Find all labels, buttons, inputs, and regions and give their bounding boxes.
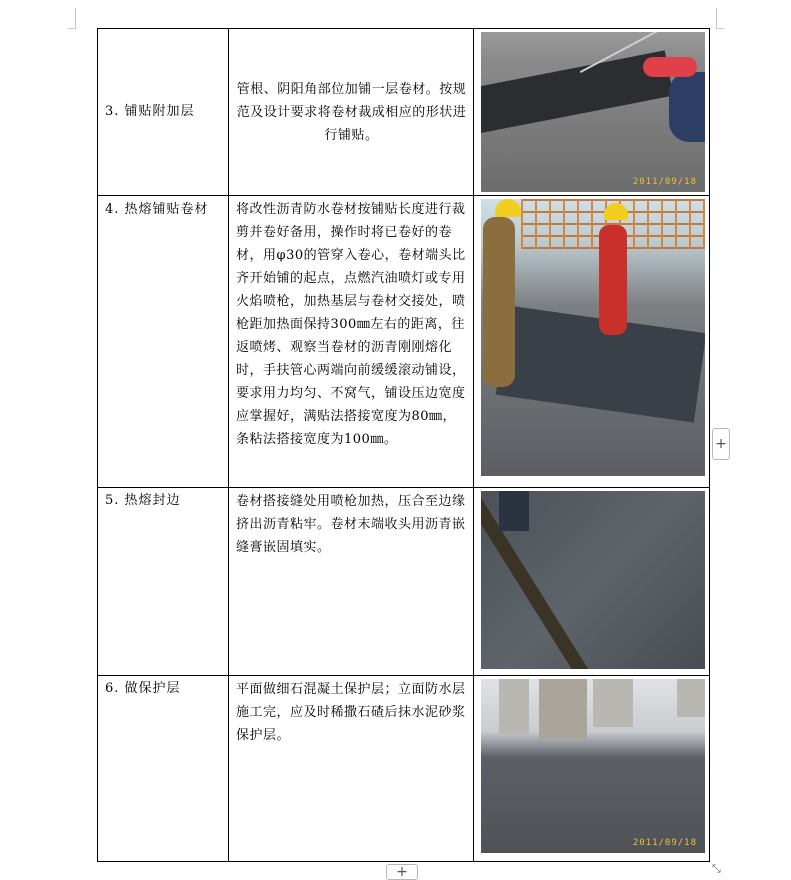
step-label-cell[interactable]	[98, 676, 229, 862]
step-description: 平面做细石混凝土保护层；立面防水层施工完，应及时稀撒石碴后抹水泥砂浆保护层。	[236, 682, 466, 743]
step-label: 3. 铺贴附加层	[105, 104, 195, 119]
construction-steps-table	[97, 28, 710, 862]
step-description-cell[interactable]	[229, 488, 474, 676]
step-description-cell[interactable]	[229, 676, 474, 862]
table-row	[98, 488, 710, 676]
step-label: 6. 做保护层	[105, 681, 181, 696]
step-description: 将改性沥青防水卷材按铺贴长度进行裁剪并卷好备用，操作时将已卷好的卷材，用φ30的管穿入卷心，卷材端头比齐开始铺的起点，点燃汽油喷灯或专用火焰喷枪，加热基层与卷材交接处，喷枪距加热面保持300㎜左右的距离，往返喷烤、观察当卷材的沥青刚刚熔化时，手扶管心两端向前缓缓滚动铺设，要求用力均匀、不窝气，铺设压边宽度应掌握好，满贴法搭接宽度为80㎜，条粘法搭接宽度为100㎜。	[236, 202, 466, 447]
table-resize-handle-icon[interactable]: ⤡	[712, 862, 721, 875]
step-label-cell[interactable]	[98, 196, 229, 488]
step-label-cell[interactable]	[98, 29, 229, 196]
table-row	[98, 196, 710, 488]
page-corner-mark-right	[716, 8, 724, 29]
table-row	[98, 29, 710, 196]
step-label: 5. 热熔封边	[105, 493, 181, 508]
step-photo-cell[interactable]	[474, 29, 710, 196]
add-column-button[interactable]: +	[712, 428, 730, 460]
step-description-cell[interactable]	[229, 29, 474, 196]
step-photo-cell[interactable]	[474, 676, 710, 862]
step-label-cell[interactable]	[98, 488, 229, 676]
step-label: 4. 热熔铺贴卷材	[105, 202, 209, 217]
step-photo[interactable]	[481, 491, 705, 669]
step-description-cell[interactable]	[229, 196, 474, 488]
page-corner-mark-left	[68, 8, 76, 29]
table-row	[98, 676, 710, 862]
step-description: 卷材搭接缝处用喷枪加热，压合至边缘挤出沥青粘牢。卷材末端收头用沥青嵌缝膏嵌固填实。	[236, 494, 466, 555]
step-description: 管根、阴阳角部位加铺一层卷材。按规范及设计要求将卷材裁成相应的形状进行铺贴。	[236, 81, 467, 143]
step-photo[interactable]: 2011/09/18	[481, 679, 705, 853]
step-photo[interactable]	[481, 199, 705, 476]
step-photo[interactable]: 2011/09/18	[481, 32, 705, 192]
step-photo-cell[interactable]	[474, 196, 710, 488]
step-photo-cell[interactable]	[474, 488, 710, 676]
add-row-button[interactable]: +	[386, 864, 418, 880]
